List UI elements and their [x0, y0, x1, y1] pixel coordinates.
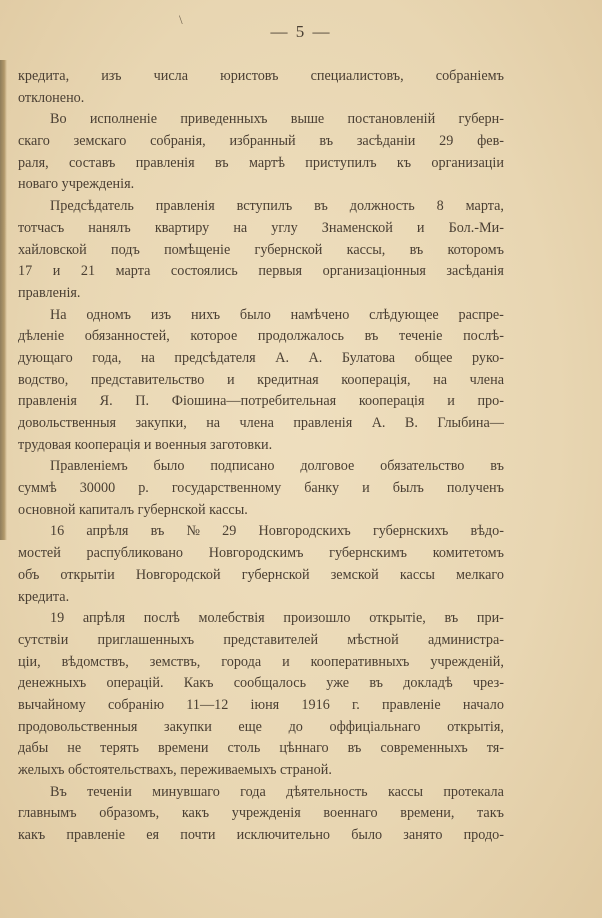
text-line: трудовая кооперація и военныя заготовки.	[18, 436, 273, 453]
text-line: основной капиталъ губернской кассы.	[18, 501, 248, 518]
text-line: Предсѣдатель правленія вступилъ въ должность 8 марта,	[50, 198, 504, 215]
text-line: желыхъ обстоятельствахъ, переживаемыхъ страной.	[18, 762, 332, 778]
text-line: дѣленіе обязанностей, которое продолжалось въ теченіе послѣ-	[18, 328, 504, 345]
text-line: дующаго года, на предсѣдателя А. А. Булатова общее руко-	[18, 349, 504, 366]
text-line: раля, составъ правленія въ мартѣ приступилъ къ организаціи	[18, 154, 504, 171]
text-line: какъ правленіе ея почти исключительно было занято продо-	[18, 827, 504, 844]
text-line: денежныхъ операцій. Какъ сообщалось уже въ докладѣ чрез-	[18, 675, 504, 692]
text-line: тотчасъ нанялъ квартиру на углу Знаменской и Бол.-Ми-	[18, 219, 504, 236]
text-line: правленія Я. П. Фіошина—потребительная кооперація и про-	[18, 393, 504, 410]
text-line: кредита.	[18, 588, 70, 605]
text-line: 19 апрѣля послѣ молебствія произошло открытіе, въ при-	[50, 610, 504, 627]
text-line: сутствіи приглашенныхъ представителей мѣстной администра-	[18, 631, 504, 648]
page-number: — 5 —	[270, 22, 332, 41]
text-line: отклонено.	[18, 89, 85, 106]
text-line: суммѣ 30000 р. государственному банку и былъ полученъ	[18, 480, 504, 497]
page-marker: \	[179, 12, 183, 27]
text-line: скаго земскаго собранія, избранный въ засѣданіи 29 фев-	[18, 133, 504, 150]
text-line: дабы не терять времени столь цѣннаго въ современныхъ тя-	[18, 740, 504, 757]
text-line: главнымъ образомъ, какъ учрежденія военнаго времени, такъ	[18, 805, 504, 822]
text-line: На одномъ изъ нихъ было намѣчено слѣдующее распре-	[50, 306, 504, 323]
text-line: довольственныя закупки, на члена правленія А. В. Глыбина—	[18, 415, 504, 431]
text-line: Правленіемъ было подписано долговое обязательство въ	[50, 458, 504, 475]
text-line: Во исполненіе приведенныхъ выше постановленій губерн-	[50, 111, 504, 128]
text-line: 17 и 21 марта состоялись первыя организаціонныя засѣданія	[18, 263, 504, 280]
text-line: продовольственныя закупки еще до оффиціальнаго открытія,	[18, 718, 504, 735]
text-line: мостей распубликовано Новгородскимъ губернскимъ комитетомъ	[18, 545, 504, 562]
text-line: новаго учрежденія.	[18, 176, 135, 193]
text-line: кредита, изъ числа юристовъ специалистовъ, собраніемъ	[18, 68, 504, 84]
body-text	[18, 66, 504, 847]
text-line: вычайному собранію 11—12 іюня 1916 г. правленіе начало	[18, 696, 504, 713]
text-line: хайловской подъ помѣщеніе губернской кассы, въ которомъ	[18, 241, 504, 258]
text-line: Въ теченіи минувшаго года дѣятельность кассы протекала	[50, 783, 504, 800]
page-binding-edge	[0, 60, 7, 540]
text-line: объ открытіи Новгородской губернской земской кассы мелкаго	[18, 566, 504, 583]
text-line: водство, представительство и кредитная кооперація, на члена	[18, 371, 504, 388]
text-line: ціи, вѣдомствъ, земствъ, города и кооперативныхъ учрежденій,	[18, 653, 504, 670]
text-line: правленія.	[18, 284, 81, 301]
text-line: 16 апрѣля въ № 29 Новгородскихъ губернскихъ вѣдо-	[50, 523, 504, 540]
